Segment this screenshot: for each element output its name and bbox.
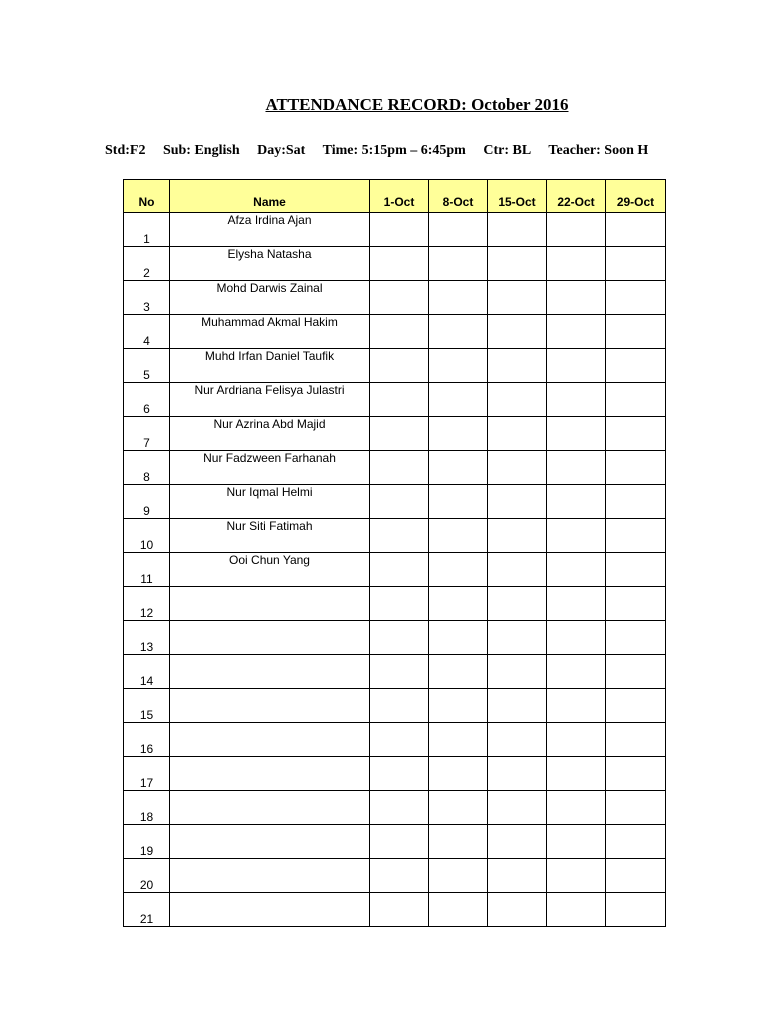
attendance-cell [606,859,666,893]
header-date-2: 8-Oct [429,180,488,213]
attendance-cell [429,349,488,383]
student-name [170,587,370,621]
attendance-cell [429,621,488,655]
table-row [124,587,666,621]
student-name [170,859,370,893]
row-number: 11 [124,553,170,587]
attendance-cell [547,689,606,723]
student-name [170,825,370,859]
row-number: 16 [124,723,170,757]
attendance-cell [547,621,606,655]
attendance-cell [429,247,488,281]
attendance-cell [606,723,666,757]
attendance-cell [370,281,429,315]
row-number: 13 [124,621,170,655]
class-info-line [105,143,667,159]
attendance-cell [547,825,606,859]
row-number: 4 [124,315,170,349]
attendance-cell [547,723,606,757]
attendance-cell [429,893,488,927]
attendance-cell [370,519,429,553]
attendance-cell [547,417,606,451]
attendance-cell [370,825,429,859]
header-date-1: 1-Oct [370,180,429,213]
attendance-cell [488,587,547,621]
row-number: 3 [124,281,170,315]
row-number: 14 [124,655,170,689]
student-name: Ooi Chun Yang [170,553,370,587]
table-row [124,213,666,247]
table-row [124,757,666,791]
table-row [124,417,666,451]
header-no: No [124,180,170,213]
attendance-cell [606,689,666,723]
attendance-cell [370,315,429,349]
student-name [170,757,370,791]
row-number: 21 [124,893,170,927]
row-number: 20 [124,859,170,893]
attendance-cell [429,417,488,451]
attendance-cell [488,553,547,587]
info-teacher: Teacher: Soon H [548,143,649,158]
attendance-cell [488,247,547,281]
student-name: Nur Fadzween Farhanah [170,451,370,485]
attendance-cell [547,281,606,315]
table-row [124,825,666,859]
attendance-cell [370,791,429,825]
header-date-3: 15-Oct [488,180,547,213]
table-row [124,893,666,927]
attendance-cell [547,587,606,621]
attendance-cell [429,383,488,417]
attendance-cell [370,587,429,621]
attendance-cell [429,791,488,825]
attendance-cell [429,213,488,247]
attendance-cell [488,825,547,859]
row-number: 18 [124,791,170,825]
attendance-cell [429,519,488,553]
attendance-cell [370,485,429,519]
student-name [170,655,370,689]
attendance-cell [606,417,666,451]
attendance-cell [429,859,488,893]
header-date-5: 29-Oct [606,180,666,213]
table-row [124,383,666,417]
attendance-cell [606,281,666,315]
attendance-cell [370,213,429,247]
attendance-cell [547,791,606,825]
attendance-cell [547,859,606,893]
attendance-cell [370,723,429,757]
row-number: 9 [124,485,170,519]
row-number: 19 [124,825,170,859]
student-name: Elysha Natasha [170,247,370,281]
row-number: 7 [124,417,170,451]
row-number: 12 [124,587,170,621]
attendance-cell [606,587,666,621]
header-name: Name [170,180,370,213]
student-name [170,689,370,723]
attendance-cell [370,689,429,723]
attendance-cell [606,791,666,825]
attendance-cell [488,621,547,655]
student-name: Muhd Irfan Daniel Taufik [170,349,370,383]
table-row [124,519,666,553]
header-date-4: 22-Oct [547,180,606,213]
attendance-cell [547,247,606,281]
attendance-cell [547,349,606,383]
attendance-cell [606,247,666,281]
attendance-cell [547,451,606,485]
attendance-cell [429,587,488,621]
attendance-cell [606,383,666,417]
student-name [170,621,370,655]
attendance-cell [606,485,666,519]
attendance-cell [547,655,606,689]
attendance-cell [547,757,606,791]
table-row [124,723,666,757]
attendance-cell [370,349,429,383]
attendance-cell [606,213,666,247]
table-row [124,349,666,383]
attendance-cell [547,315,606,349]
table-row [124,553,666,587]
attendance-cell [488,213,547,247]
row-number: 15 [124,689,170,723]
attendance-cell [606,451,666,485]
attendance-cell [370,553,429,587]
attendance-cell [488,791,547,825]
student-name: Nur Iqmal Helmi [170,485,370,519]
attendance-cell [370,383,429,417]
attendance-cell [488,859,547,893]
row-number: 2 [124,247,170,281]
table-row [124,859,666,893]
attendance-cell [488,893,547,927]
attendance-cell [370,859,429,893]
attendance-cell [488,417,547,451]
student-name [170,893,370,927]
info-centre: Ctr: BL [483,143,532,158]
table-row [124,791,666,825]
table-row [124,451,666,485]
student-name: Muhammad Akmal Hakim [170,315,370,349]
header-row [124,180,666,213]
row-number: 10 [124,519,170,553]
table-row [124,247,666,281]
attendance-cell [488,281,547,315]
attendance-cell [370,417,429,451]
attendance-cell [488,655,547,689]
attendance-cell [429,723,488,757]
info-subject: Sub: English [162,143,240,158]
attendance-cell [488,757,547,791]
attendance-cell [370,893,429,927]
row-number: 1 [124,213,170,247]
attendance-cell [606,553,666,587]
student-name [170,791,370,825]
attendance-cell [606,519,666,553]
attendance-cell [606,315,666,349]
student-name [170,723,370,757]
attendance-cell [429,451,488,485]
attendance-cell [547,893,606,927]
attendance-cell [370,757,429,791]
attendance-cell [370,451,429,485]
table-row [124,281,666,315]
table-row [124,655,666,689]
attendance-cell [488,723,547,757]
student-name: Afza Irdina Ajan [170,213,370,247]
attendance-cell [547,383,606,417]
attendance-cell [547,553,606,587]
attendance-cell [429,655,488,689]
row-number: 5 [124,349,170,383]
attendance-cell [606,621,666,655]
attendance-cell [429,757,488,791]
attendance-cell [429,825,488,859]
attendance-cell [370,247,429,281]
table-row [124,621,666,655]
attendance-cell [547,213,606,247]
row-number: 6 [124,383,170,417]
row-number: 8 [124,451,170,485]
student-name: Nur Azrina Abd Majid [170,417,370,451]
info-time: Time: 5:15pm – 6:45pm [322,143,466,158]
attendance-cell [488,519,547,553]
attendance-cell [606,757,666,791]
table-row [124,689,666,723]
table-row [124,485,666,519]
attendance-cell [370,621,429,655]
info-day: Day:Sat [257,143,306,158]
student-name: Mohd Darwis Zainal [170,281,370,315]
attendance-cell [547,485,606,519]
attendance-cell [488,689,547,723]
student-name: Nur Ardriana Felisya Julastri [170,383,370,417]
attendance-cell [488,315,547,349]
attendance-cell [429,689,488,723]
student-name: Nur Siti Fatimah [170,519,370,553]
attendance-cell [488,485,547,519]
info-std: Std:F2 [105,143,146,158]
attendance-table [123,179,666,927]
attendance-cell [547,519,606,553]
row-number: 17 [124,757,170,791]
attendance-cell [488,349,547,383]
attendance-cell [606,655,666,689]
attendance-cell [606,893,666,927]
attendance-cell [429,553,488,587]
attendance-cell [429,485,488,519]
attendance-cell [370,655,429,689]
attendance-cell [488,383,547,417]
table-row [124,315,666,349]
page-title: ATTENDANCE RECORD: October 2016 [265,95,569,114]
attendance-cell [606,825,666,859]
attendance-cell [429,315,488,349]
attendance-cell [429,281,488,315]
attendance-cell [488,451,547,485]
attendance-cell [606,349,666,383]
